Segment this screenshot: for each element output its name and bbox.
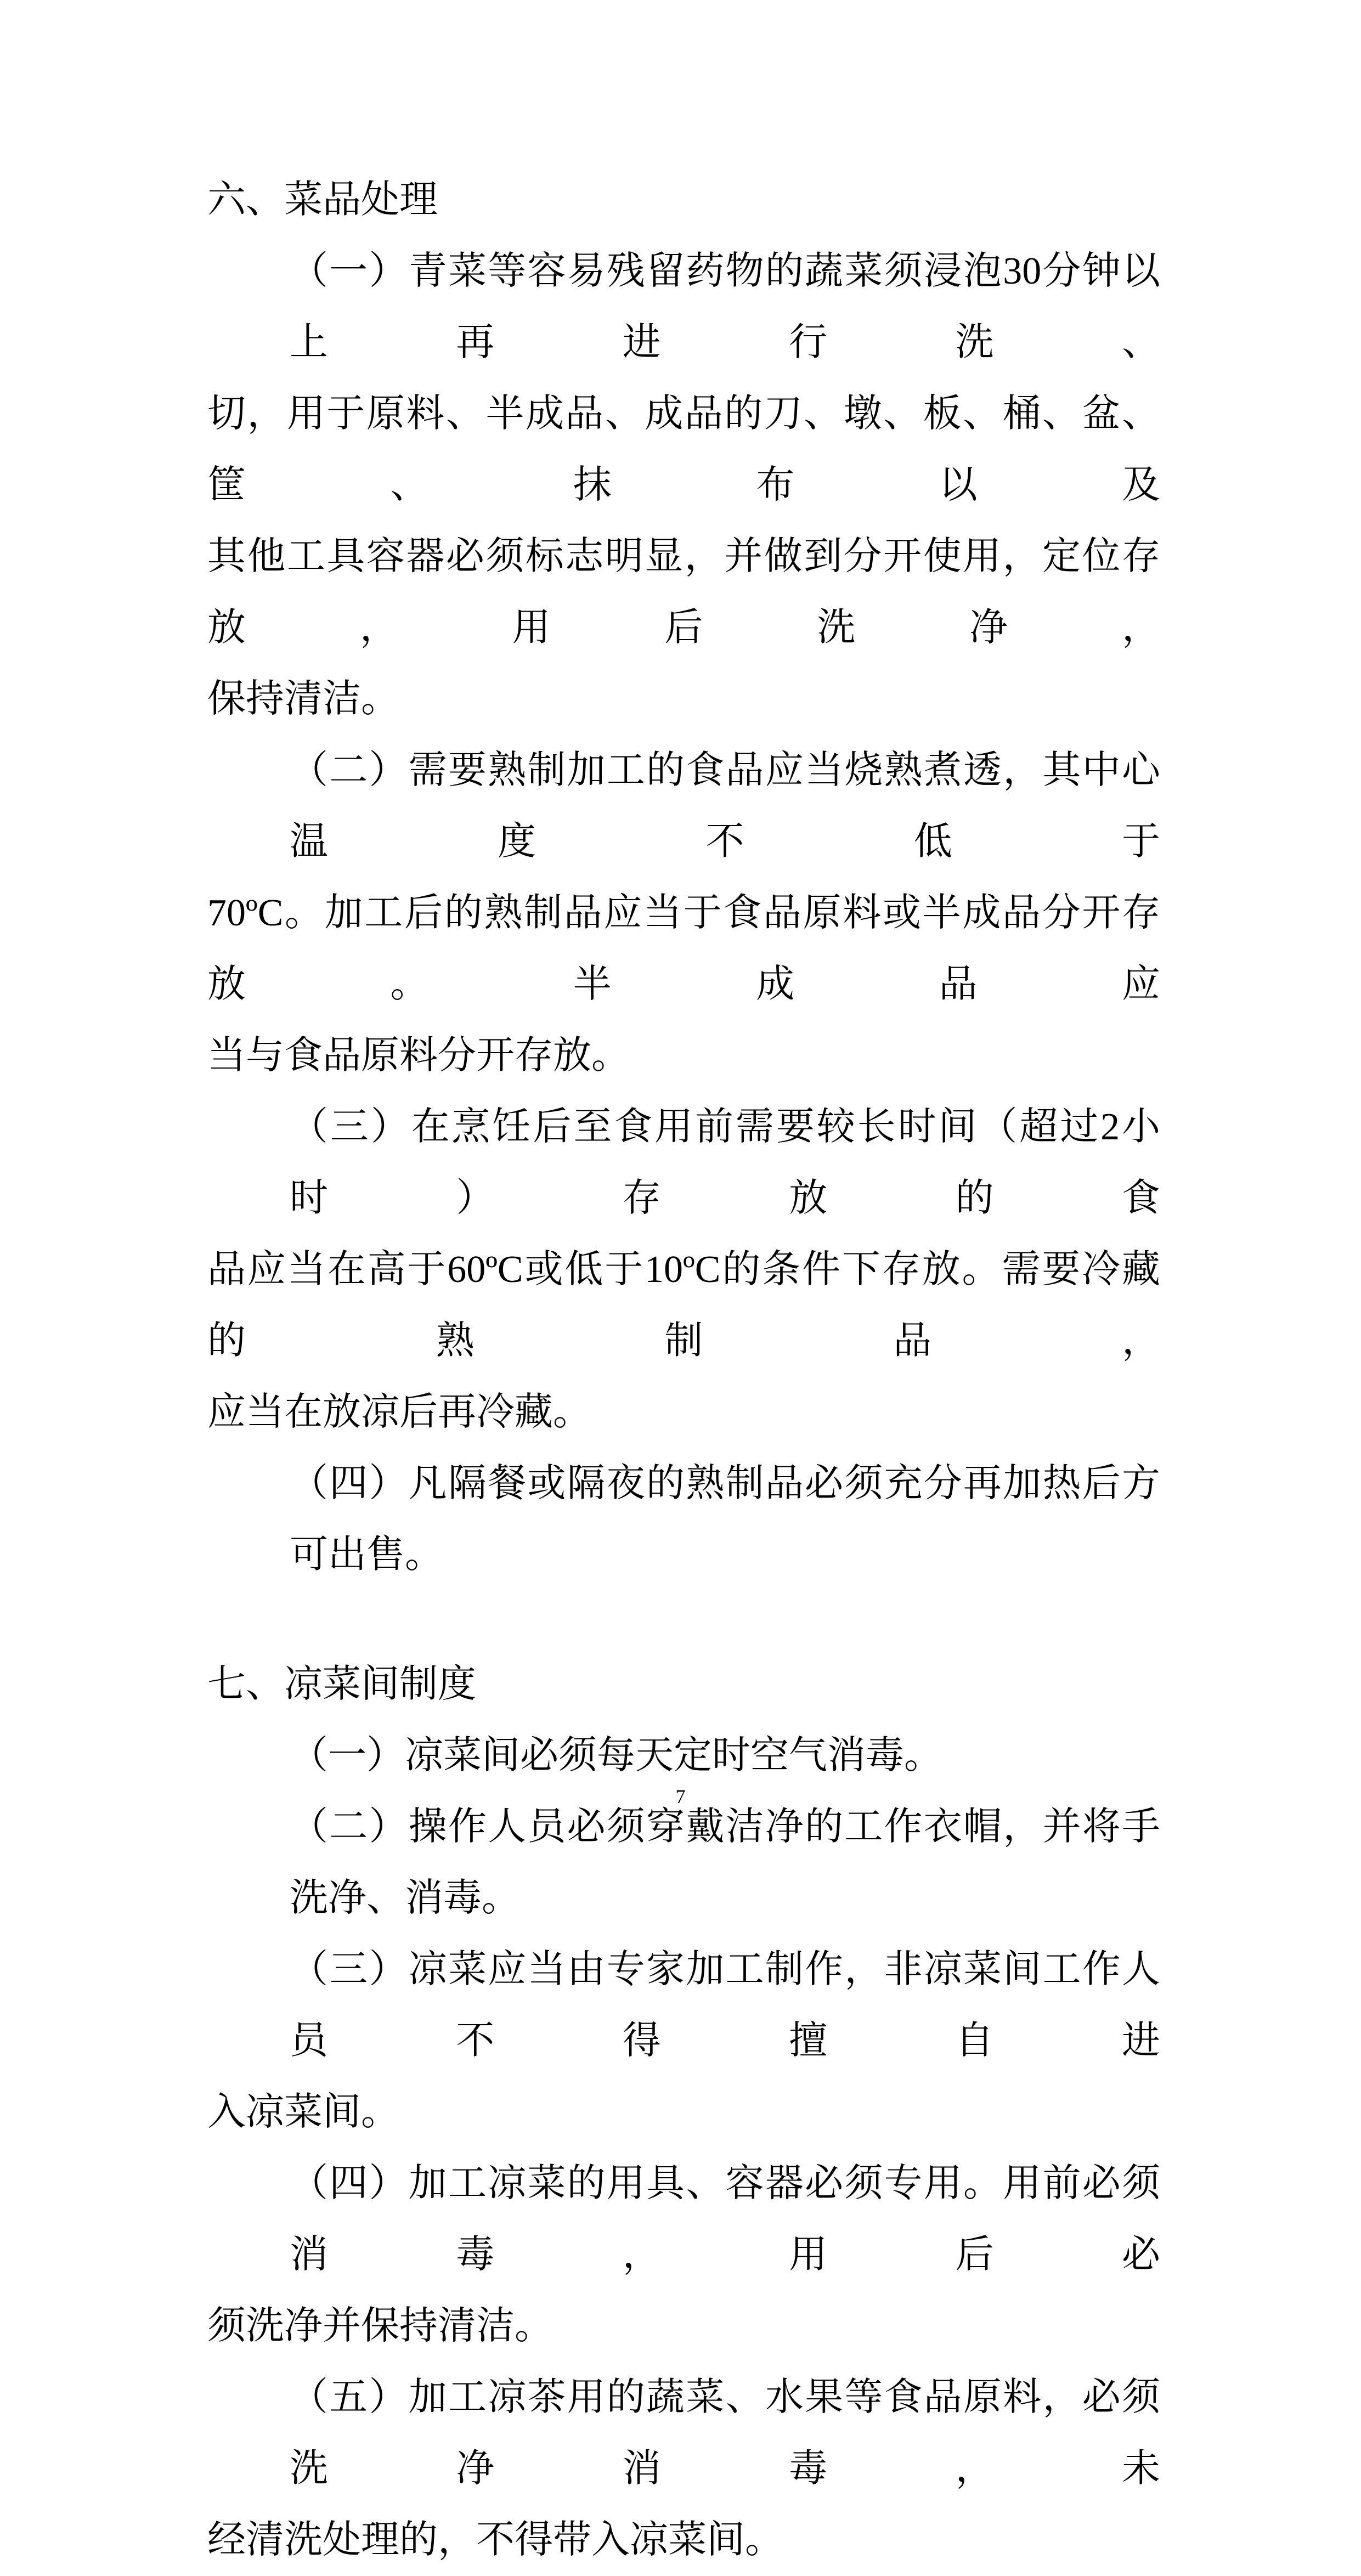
section-heading: 六、菜品处理: [207, 179, 438, 221]
text-line: 品应当在高于60ºC或低于10ºC的条件下存放。需要冷藏的熟制品，: [207, 1249, 1160, 1362]
text-line: 其他工具容器必须标志明显，并做到分开使用，定位存放，用后洗净，: [207, 535, 1160, 649]
text-line: 入凉菜间。: [207, 2091, 399, 2133]
page-number: 7: [675, 1786, 686, 1807]
paragraph: [207, 1934, 1160, 2148]
text-line: （五）加工凉茶用的蔬菜、水果等食品原料，必须洗净消毒，未: [290, 2376, 1160, 2490]
section-gap: [207, 1591, 1160, 1649]
paragraph: [207, 2362, 1160, 2576]
text-line: （三）凉菜应当由专家加工制作，非凉菜间工作人员不得擅自进: [290, 1948, 1160, 2062]
text-line: （四）凡隔餐或隔夜的熟制品必须充分再加热后方可出售。: [290, 1462, 1160, 1576]
text-line: （四）加工凉菜的用具、容器必须专用。用前必须消毒，用后必: [290, 2162, 1160, 2276]
text-line: （一）凉菜间必须每天定时空气消毒。: [290, 1735, 942, 1777]
text-line: 保持清洁。: [207, 678, 399, 720]
paragraph: [207, 1448, 1160, 1591]
text-line: （一）青菜等容易残留药物的蔬菜须浸泡30分钟以上再进行洗、: [290, 250, 1160, 364]
section-heading: 七、凉菜间制度: [207, 1663, 476, 1705]
text-line: 切，用于原料、半成品、成品的刀、墩、板、桶、盆、筐、抹布以及: [207, 393, 1160, 506]
paragraph: [207, 1792, 1160, 1934]
text-line: （二）需要熟制加工的食品应当烧熟煮透，其中心温度不低于: [290, 749, 1160, 863]
text-line: （二）操作人员必须穿戴洁净的工作衣帽，并将手洗净、消毒。: [290, 1806, 1160, 1919]
document-body: [207, 165, 1160, 2576]
text-line: 应当在放凉后再冷藏。: [207, 1391, 591, 1433]
text-line: 当与食品原料分开存放。: [207, 1035, 630, 1077]
paragraph: [207, 735, 1160, 1092]
paragraph: [207, 1092, 1160, 1448]
text-line: （三）在烹饪后至食用前需要较长时间（超过2小时）存放的食: [290, 1106, 1160, 1219]
text-line: 须洗净并保持清洁。: [207, 2305, 553, 2347]
paragraph: [207, 236, 1160, 735]
paragraph: [207, 2148, 1160, 2362]
text-line: 70ºC。加工后的熟制品应当于食品原料或半成品分开存放。半成品应: [207, 892, 1160, 1005]
text-line: 经清洗处理的，不得带入凉菜间。: [207, 2519, 783, 2561]
